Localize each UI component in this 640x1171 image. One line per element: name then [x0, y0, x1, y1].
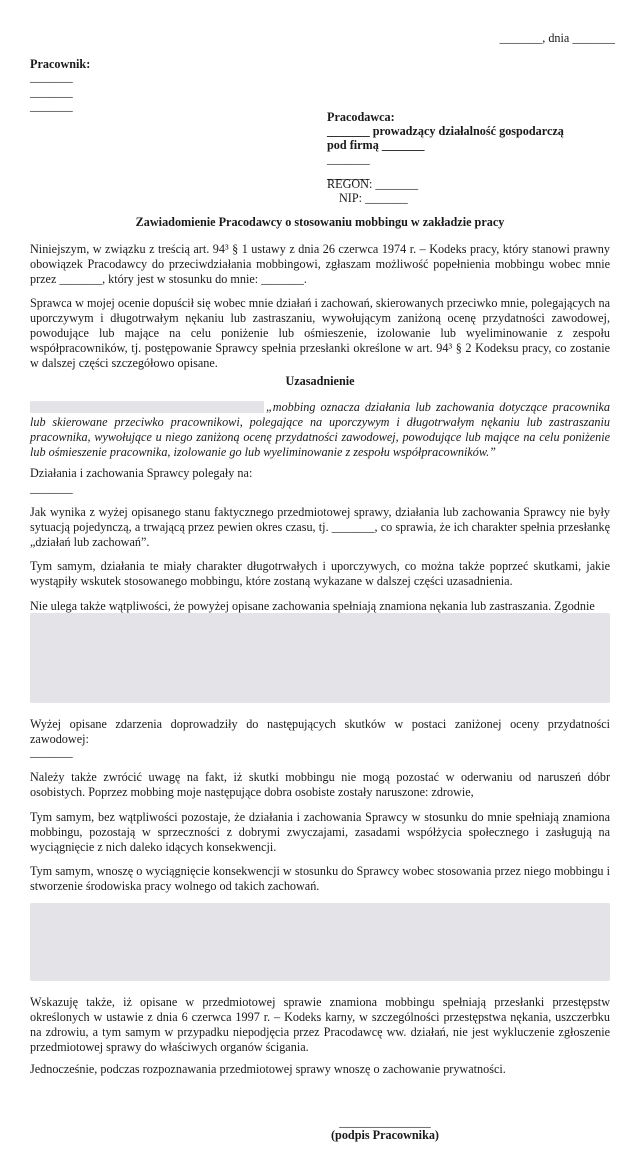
- definition-text: „mobbing oznacza działania lub zachowania dotyczące pracownika lub skierowane przeciwko pracownikowi, polegające na uporczywym i długotrwałym nękaniu lub zastraszaniu pracownika, wywołujące u niego zaniżoną ocenę przydatności zawodowej, powodujące lub mające na celu poniżenie lub ośmieszenie pracownika, izolowanie go lub wyeliminowanie z zespołu współpracowników.”: [30, 400, 610, 459]
- actions-label: Działania i zachowania Sprawcy polegały na:: [30, 466, 253, 480]
- paragraph-request: Tym samym, wnoszę o wyciągnięcie konsekwencji w stosunku do Sprawcy wobec stosowania przez niego mobbingu i stworzenie środowiska pracy wolnego od takich zachowań.: [30, 864, 610, 893]
- justification-heading: Uzasadnienie: [285, 374, 355, 388]
- effects-blank: _______: [30, 745, 73, 759]
- paragraph-persistent: Tym samym, działania te miały charakter długotrwałych i uporczywych, co można także poprzeć skutkami, jakie wystąpiły wskutek stosowanego mobbingu, które zostaną wykazane w dalszej części uzasadnienia.: [30, 559, 610, 588]
- document-title: Zawiadomienie Pracodawcy o stosowaniu mobbingu w zakładzie pracy: [135, 215, 505, 229]
- redacted-area-2: [30, 903, 610, 981]
- paragraph-opinion: Sprawca w mojej ocenie dopuścił się wobec mnie działań i zachowań, skierowanych przeciwko mnie, polegających na uporczywym i długotrwałym nękaniu lub zastraszaniu, wywołującym zaniżoną ocenę przydatności zawodowej, powodujące lub mające na celu poniżenie lub ośmieszenie, izolowanie lub wyeliminowanie z zespołu współpracowników, tj. postępowanie Sprawcy spełnia przesłanki określone w art. 94³ § 2 Kodeksu pracy, co zostanie w dalszej części szczegółowo opisane.: [30, 296, 610, 370]
- employer-regon: REGON: _______: [327, 177, 419, 191]
- paragraph-privacy: Jednocześnie, podczas rozpoznawania przedmiotowej sprawy wnoszę o zachowanie prywatności.: [30, 1062, 506, 1076]
- employer-line-1: _______ prowadzący działalność gospodarczą: [327, 124, 564, 138]
- paragraph-criminal: Wskazuję także, iż opisane w przedmiotowej sprawie znamiona mobbingu spełniają przesłanki przestępstw określonych w ustawie z dnia 6 czerwca 1997 r. – Kodeks karny, w szczególności przestępstwa nękania, uszczerbku na zdrowiu, a tym samym w przypadku niepodjęcia przez Pracodawcę ww. działań, nie jest wykluczenie zgłoszenie przedmiotowej sprawy do właściwych organów ścigania.: [30, 995, 610, 1054]
- employer-line-2: pod firmą _______: [327, 138, 425, 152]
- paragraph-effects: Wyżej opisane zdarzenia doprowadziły do następujących skutków w postaci zaniżonej oceny przydatności zawodowej:: [30, 717, 610, 746]
- paragraph-intro: Niniejszym, w związku z treścią art. 94³ § 1 ustawy z dnia 26 czerwca 1974 r. – Kodeks pracy, który stanowi prawny obowiązek Pracodawcy do przeciwdziałania mobbingowi, zgłaszam możliwość popełnienia mobbingu wobec mnie przez _______, który jest w stosunku do mnie: _______.: [30, 242, 610, 286]
- paragraph-contrary: Tym samym, bez wątpliwości pozostaje, że działania i zachowania Sprawcy w stosunku do mnie spełniają znamiona mobbingu, pozostają w sprzeczności z dobrymi zwyczajami, zasadami współżycia społecznego i zasługują na wyciągnięcie z nich daleko idących konsekwencji.: [30, 810, 610, 854]
- employer-nip: NIP: _______: [339, 191, 408, 205]
- employee-line-3: _______: [30, 99, 73, 113]
- date-line: _______, dnia _______: [499, 31, 615, 45]
- employer-label: Pracodawca:: [327, 110, 395, 124]
- paragraph-no-doubt: Nie ulega także wątpliwości, że powyżej opisane zachowania spełniają znamiona nękania lub zastraszania. Zgodnie: [30, 599, 595, 613]
- redacted-block: [30, 401, 264, 413]
- actions-blank: _______: [30, 481, 73, 495]
- redacted-area-1: [30, 613, 610, 703]
- signature-label: (podpis Pracownika): [330, 1128, 439, 1142]
- paragraph-goods: Należy także zwrócić uwagę na fakt, iż skutki mobbingu nie mogą pozostać w oderwaniu od naruszeń dóbr osobistych. Poprzez mobbing moje następujące dobra osobiste zostały naruszone: zdrowie,: [30, 770, 610, 799]
- signature-line: _______________: [339, 1115, 431, 1129]
- employee-line-1: _______: [30, 70, 73, 84]
- paragraph-definition: [30, 400, 610, 460]
- employee-label: Pracownik:: [30, 57, 91, 71]
- employee-line-2: _______: [30, 85, 73, 99]
- paragraph-facts: Jak wynika z wyżej opisanego stanu faktycznego przedmiotowej sprawy, działania lub zachowania Sprawcy nie były sytuacją pojedynczą, a trwającą przez pewien okres czasu, tj. _______, co sprawia, że ich charakter spełnia przesłankę „działań lub zachowań”.: [30, 505, 610, 549]
- employer-blank-1: _______: [327, 152, 370, 166]
- employer-blank-2: _______: [327, 167, 370, 181]
